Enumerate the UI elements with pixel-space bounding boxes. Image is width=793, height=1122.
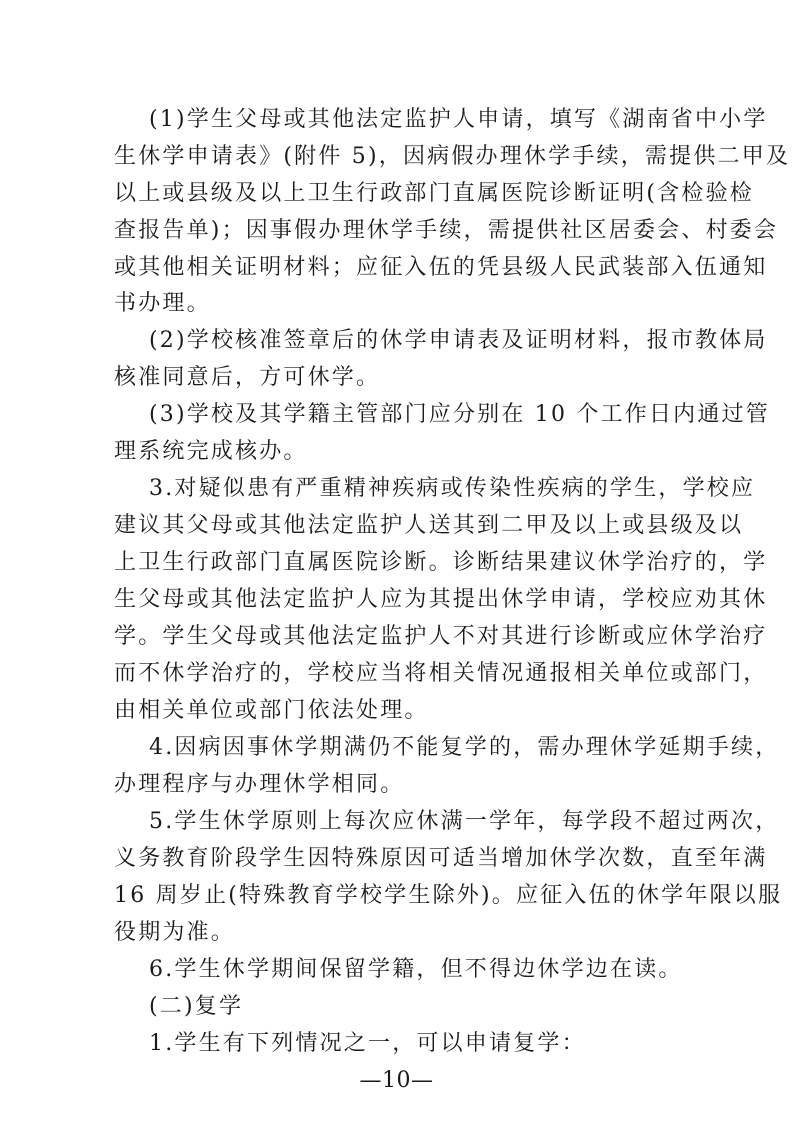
text-line: 义务教育阶段学生因特殊原因可适当增加休学次数，直至年满 [114,846,768,871]
text-line: 以上或县级及以上卫生行政部门直属医院诊断证明(含检验检 [114,181,754,206]
text-line: 4.因病因事休学期满仍不能复学的，需办理休学延期手续， [149,735,780,760]
text-line: (1)学生父母或其他法定监护人申请，填写《湖南省中小学 [149,107,768,132]
text-line: 由相关单位或部门依法处理。 [114,698,429,723]
text-line: 生父母或其他法定监护人应为其提出休学申请，学校应劝其休 [114,587,768,612]
text-line: 生休学申请表》(附件 5)，因病假办理休学手续，需提供二甲及 [114,144,791,169]
text-line: 查报告单)；因事假办理休学手续，需提供社区居委会、村委会 [114,218,779,243]
text-line: 1.学生有下列情况之一，可以申请复学： [149,1031,586,1056]
text-line: 3.对疑似患有严重精神疾病或传染性疾病的学生，学校应 [149,476,756,501]
text-line: 书办理。 [114,291,211,316]
text-line: 5.学生休学原则上每次应休满一学年，每学段不超过两次， [149,809,780,834]
text-line: (3)学校及其学籍主管部门应分别在 10 个工作日内通过管 [149,402,770,427]
text-line: 或其他相关证明材料；应征入伍的凭县级人民武装部入伍通知 [114,255,768,280]
text-line: 建议其父母或其他法定监护人送其到二甲及以上或县级及以 [114,513,744,538]
text-line: 办理程序与办理休学相同。 [114,772,405,797]
text-line: 上卫生行政部门直属医院诊断。诊断结果建议休学治疗的，学 [114,550,768,575]
text-line: 而不休学治疗的，学校应当将相关情况通报相关单位或部门， [114,661,768,686]
section-heading: (二)复学 [149,994,244,1019]
text-line: 16 周岁止(特殊教育学校学生除外)。应征入伍的休学年限以服 [114,883,783,908]
text-line: 役期为准。 [114,920,236,945]
page-number: —10— [359,1068,434,1093]
text-line: (2)学校核准签章后的休学申请表及证明材料，报市教体局 [149,328,768,353]
text-line: 6.学生休学期间保留学籍，但不得边休学边在读。 [149,957,683,982]
text-line: 核准同意后，方可休学。 [114,365,381,390]
text-line: 理系统完成核办。 [114,439,308,464]
text-line: 学。学生父母或其他法定监护人不对其进行诊断或应休学治疗 [114,624,768,649]
